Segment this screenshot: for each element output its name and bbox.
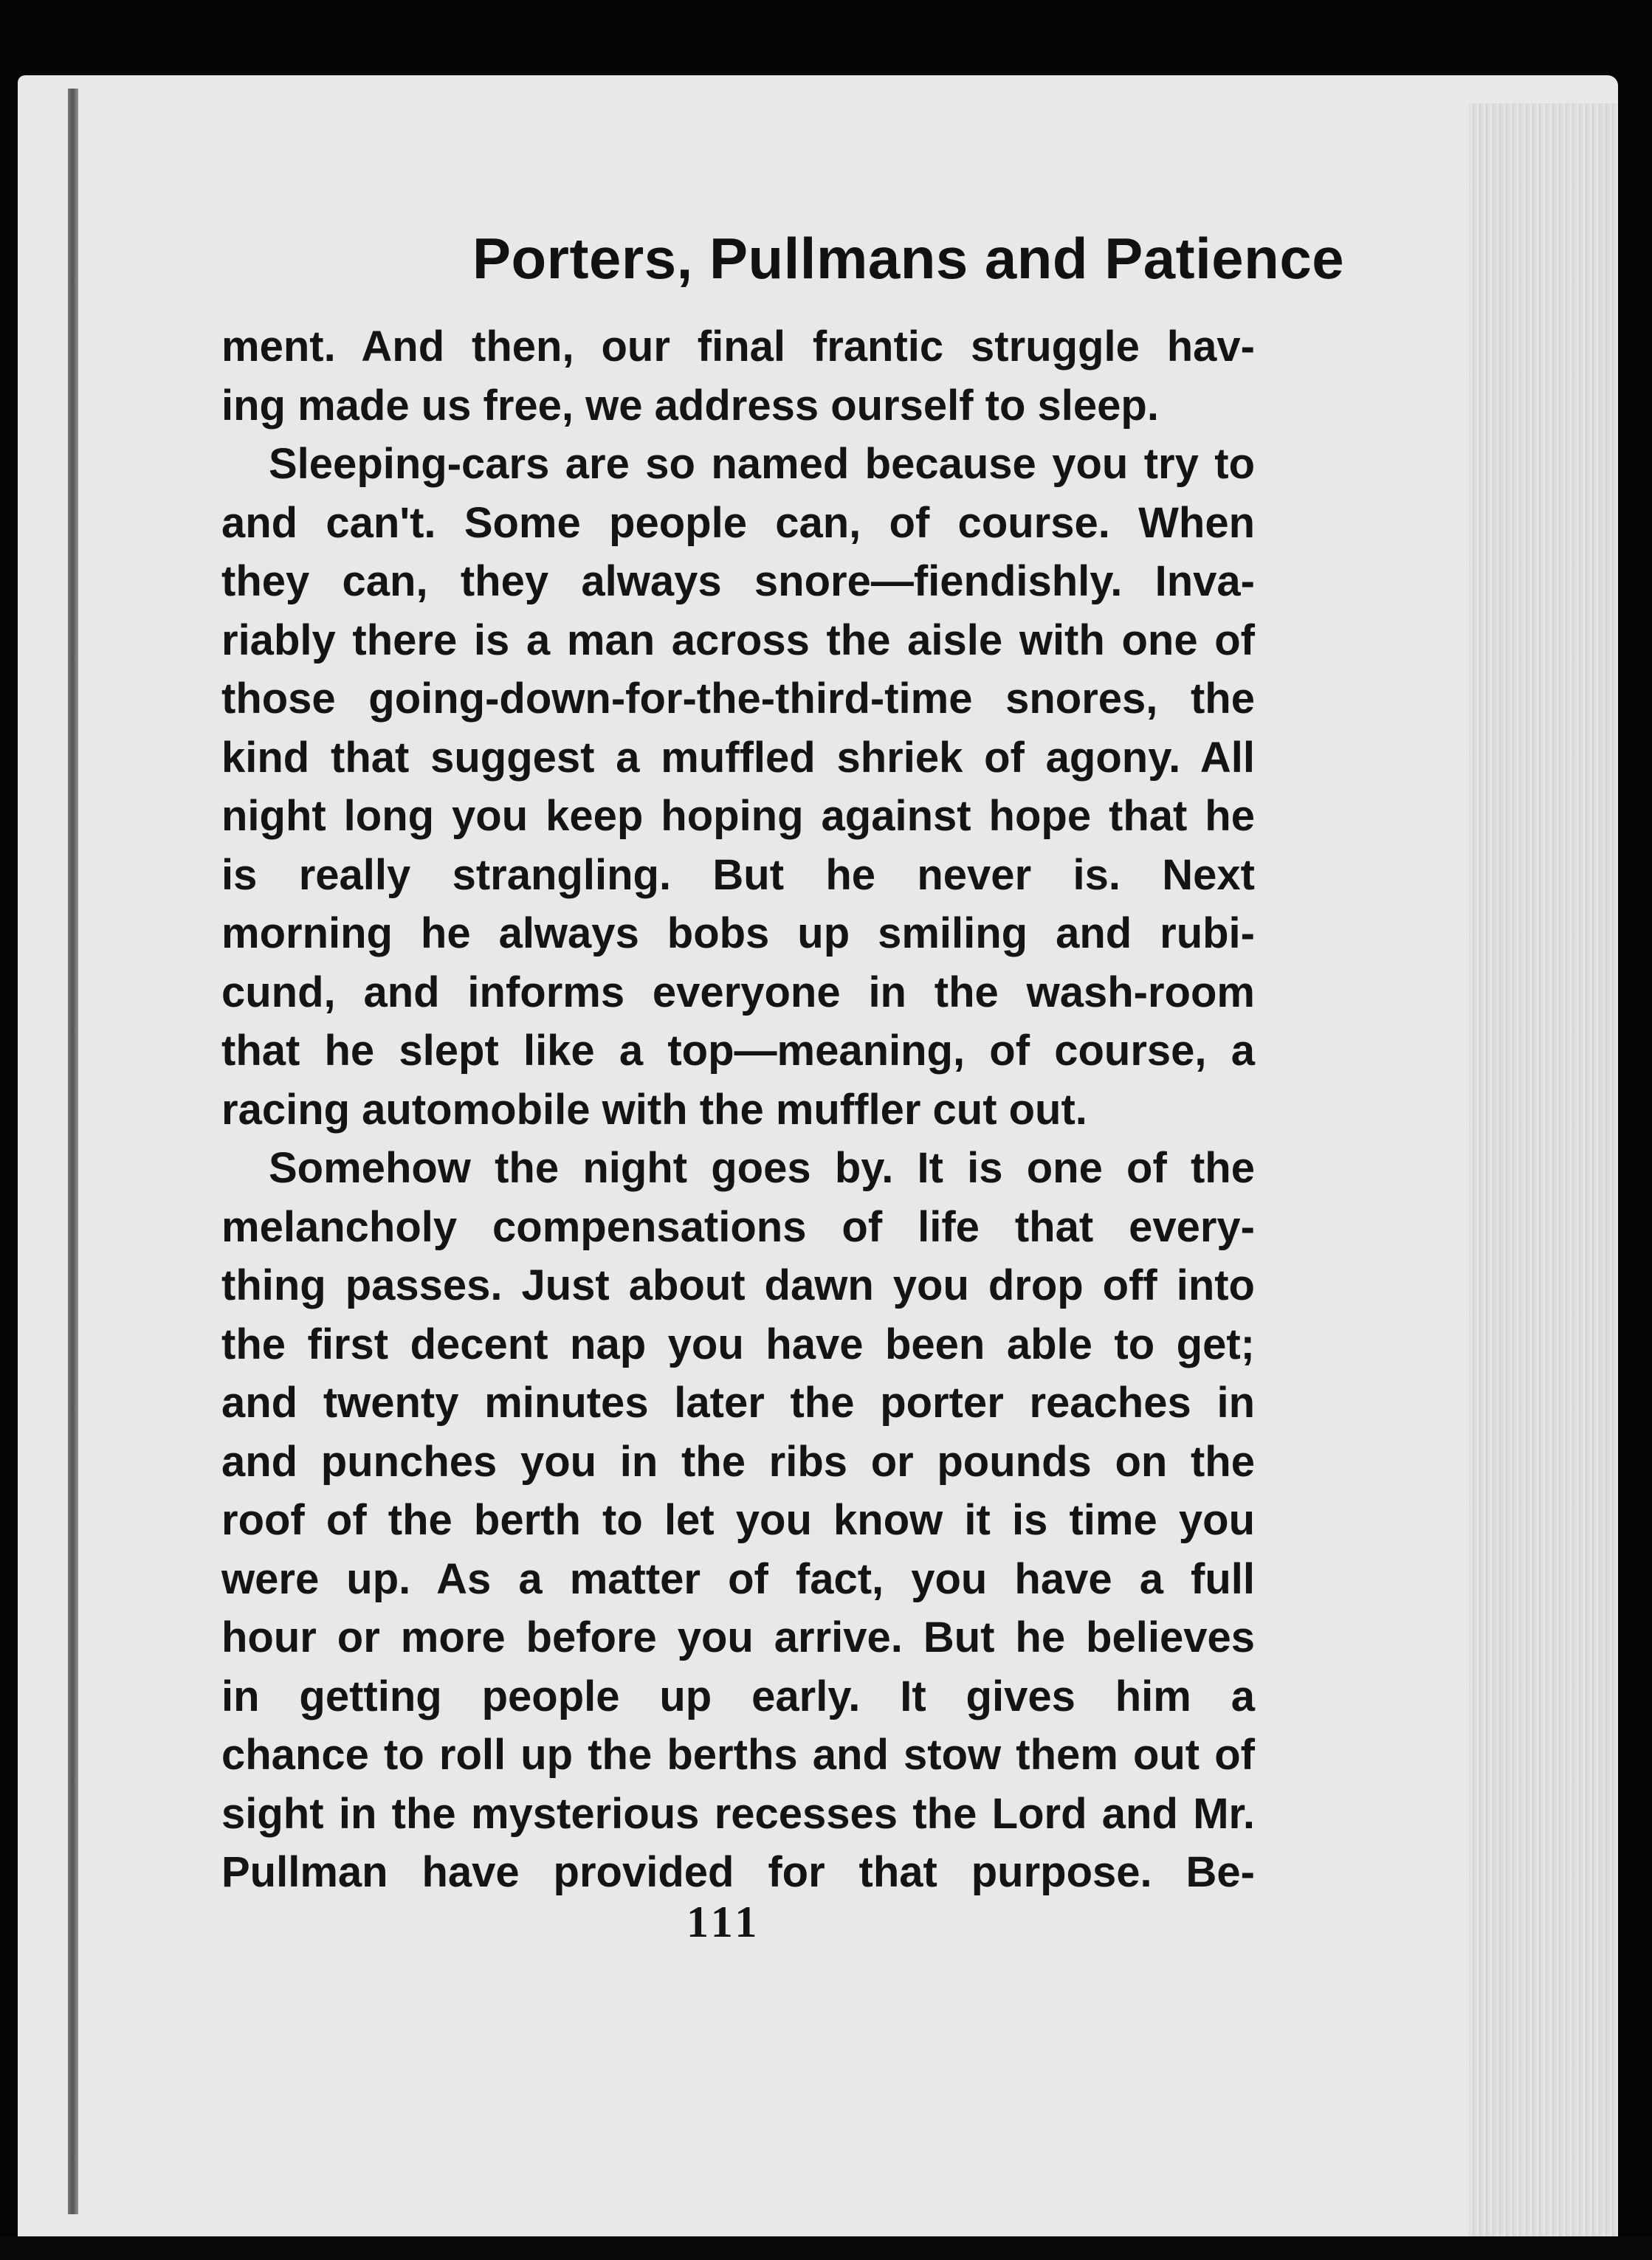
text-line: hour or more before you arrive. But he believes — [221, 1613, 1255, 1661]
text-line: and can't. Some people can, of course. When — [221, 498, 1255, 547]
text-line: is really strangling. But he never is. Next — [221, 850, 1255, 899]
body-text — [221, 317, 1255, 1902]
text-line: that he slept like a top—meaning, of course, a — [221, 1027, 1255, 1075]
text-line: the first decent nap you have been able to get; — [221, 1320, 1255, 1368]
text-line: Pullman have provided for that purpose. Be- — [221, 1848, 1255, 1896]
text-line: morning he always bobs up smiling and rubi- — [221, 909, 1255, 957]
book-binding-shadow — [68, 89, 78, 2214]
text-line: sight in the mysterious recesses the Lord and Mr. — [221, 1789, 1255, 1838]
text-line: kind that suggest a muffled shriek of agony. All — [221, 733, 1255, 782]
text-line: and twenty minutes later the porter reaches in — [221, 1379, 1255, 1427]
page-number: 111 — [686, 1898, 762, 1946]
text-line: riably there is a man across the aisle with one of — [221, 616, 1255, 664]
text-line: ing made us free, we address ourself to sleep. — [221, 381, 1159, 430]
text-line: chance to roll up the berths and stow them out of — [221, 1731, 1255, 1779]
text-line: Somehow the night goes by. It is one of the — [269, 1144, 1255, 1192]
text-line: thing passes. Just about dawn you drop off into — [221, 1261, 1255, 1309]
page-edge-stack — [1469, 103, 1617, 2238]
text-line: racing automobile with the muffler cut out. — [221, 1085, 1087, 1134]
text-line: roof of the berth to let you know it is time you — [221, 1496, 1255, 1544]
text-line: ment. And then, our final frantic struggle hav- — [221, 323, 1255, 371]
text-line: Sleeping-cars are so named because you try to — [269, 440, 1255, 488]
text-line: night long you keep hoping against hope that he — [221, 792, 1255, 840]
scan-bottom-border — [0, 2236, 1652, 2260]
text-line: in getting people up early. It gives him a — [221, 1672, 1255, 1720]
text-line: and punches you in the ribs or pounds on the — [221, 1437, 1255, 1486]
text-line: were up. As a matter of fact, you have a full — [221, 1554, 1255, 1603]
text-line: melancholy compensations of life that every- — [221, 1202, 1255, 1251]
text-line: cund, and informs everyone in the wash-room — [221, 968, 1255, 1016]
text-line: they can, they always snore—fiendishly. Inva- — [221, 557, 1255, 605]
running-head-title: Porters, Pullmans and Patience — [472, 226, 1345, 291]
text-line: those going-down-for-the-third-time snores, the — [221, 675, 1255, 723]
